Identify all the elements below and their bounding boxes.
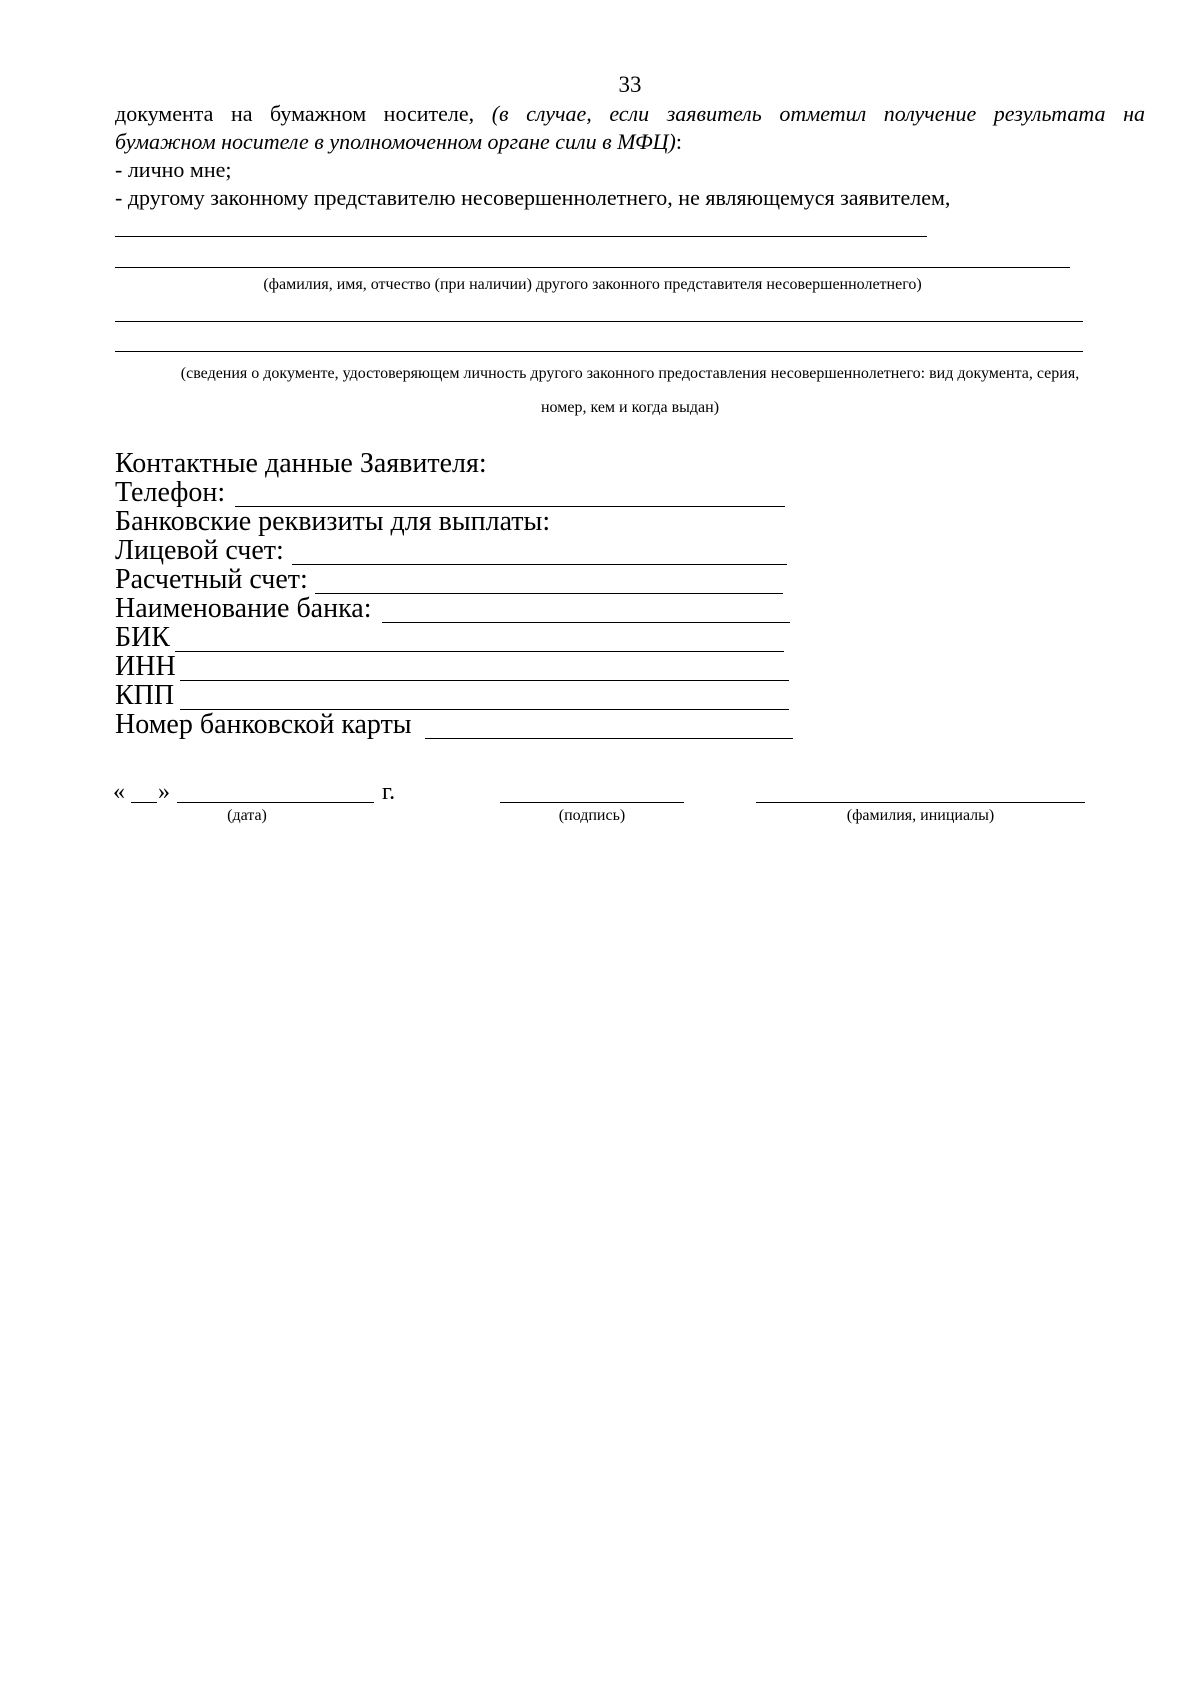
representative-line-2 (115, 267, 1070, 268)
document-info-caption-1: (сведения о документе, удостоверяющем личность другого законного предоставления несовершеннолетнего: вид документа, серия, (180, 365, 1080, 382)
full-name-field-line (756, 802, 1085, 803)
date-close-quote: » (158, 779, 170, 805)
settlement-account-label: Расчетный счет: (115, 564, 308, 595)
intro-line-1 (115, 100, 1145, 128)
inn-label: ИНН (115, 651, 176, 682)
settlement-account-field-line (315, 593, 783, 594)
option-self: - лично мне; (115, 157, 232, 182)
document-info-line-2 (115, 351, 1083, 352)
date-caption: (дата) (227, 807, 267, 824)
signature-field-line (500, 802, 684, 803)
option-other-representative: - другому законному представителю несовершеннолетнего, не являющемуся заявителем, (115, 185, 951, 210)
contacts-heading: Контактные данные Заявителя: (115, 448, 487, 479)
document-info-caption-2: номер, кем и когда выдан) (540, 399, 720, 416)
page-number: 33 (618, 72, 642, 97)
year-suffix: г. (382, 779, 396, 805)
month-year-field-line (177, 802, 374, 803)
representative-line-1 (115, 236, 927, 237)
document-info-line-1 (115, 321, 1083, 322)
signature-caption: (подпись) (558, 807, 626, 824)
day-field-line (131, 802, 157, 803)
intro-italic-text-2: бумажном носителе в уполномоченном органе сили в МФЦ) (115, 129, 676, 154)
intro-tail: : (675, 129, 682, 154)
inn-field-line (180, 680, 789, 681)
intro-italic-text: (в случае, если заявитель отметил получение результата на (491, 101, 1145, 126)
personal-account-label: Лицевой счет: (115, 535, 284, 566)
representative-name-caption: (фамилия, имя, отчество (при наличии) другого законного представителя несовершеннолетнего) (263, 276, 922, 293)
date-open-quote: « (113, 779, 125, 805)
bik-field-line (175, 651, 784, 652)
card-number-label: Номер банковской карты (115, 709, 412, 740)
bank-name-field-line (382, 622, 790, 623)
bank-name-label: Наименование банка: (115, 593, 372, 624)
bank-details-label: Банковские реквизиты для выплаты: (115, 506, 551, 537)
card-number-field-line (425, 738, 793, 739)
personal-account-field-line (292, 564, 787, 565)
kpp-label: КПП (115, 680, 175, 711)
intro-line-2 (115, 128, 1145, 156)
phone-label: Телефон: (115, 477, 226, 508)
intro-normal-text: документа на бумажном носителе, (115, 101, 475, 126)
full-name-caption: (фамилия, инициалы) (846, 807, 995, 824)
bik-label: БИК (115, 622, 170, 653)
